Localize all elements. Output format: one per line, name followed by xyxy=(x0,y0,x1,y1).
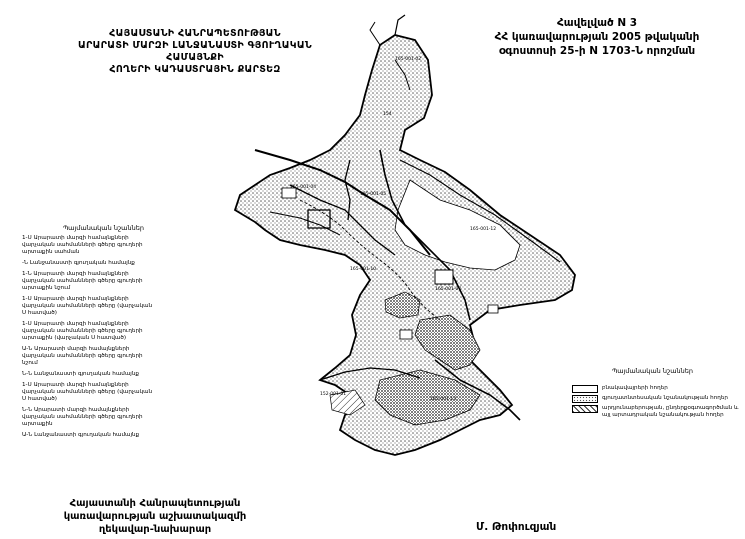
legend-item: Ա-Ն Արարատի մարզի համայնքների վարչական սահմանների գծերը գյուղերի նշում xyxy=(22,346,143,366)
annex-line: օգոստոսի 25-ի N 1703-Ն որոշման xyxy=(498,45,696,57)
land-plot xyxy=(400,330,412,339)
legend-item: -Ն Լանջանաստի գյուղական համայնք xyxy=(22,260,135,266)
map-label: 165-001-12 xyxy=(470,227,497,232)
legend-heading: Պայմանական նշաններ xyxy=(612,367,694,375)
map-label: 165-001-07 xyxy=(435,287,462,292)
map-label: 165-001-04 xyxy=(290,185,317,190)
legend-item: Ա-Ն Լանջանաստի գյուղական համայնք xyxy=(22,432,140,438)
legend-row xyxy=(572,395,745,403)
legend-item: 1-Ս Արարատի մարզի համայնքների վարչական սահմանների գծերը գյուղերի արտաքին (վարչական Ս հատված) xyxy=(22,321,143,341)
swatch-settlement xyxy=(572,385,598,393)
legend-item: 1-Ս Արարատի մարզի համայնքների վարչական սահմանների գծերը (վարչական Ս հատված) xyxy=(22,382,153,402)
legend-item: արդյունաբերության, ընդերքօգտագործման և այլ արտադրական նշանակության հողեր xyxy=(602,405,739,418)
land-plot xyxy=(488,305,498,313)
land-plot xyxy=(435,270,453,284)
legend-item: 1-Ս Արարատի մարզի համայնքների վարչական սահմանների գծերը գյուղերի արտաքին սահման xyxy=(22,235,143,255)
annex-line: Հավելված N 3 xyxy=(556,17,638,29)
title-line: ՀՈՂԵՐԻ ԿԱԴԱՍՏՐԱՅԻՆ ՔԱՐՏԵԶ xyxy=(109,64,281,75)
boundary-line xyxy=(395,15,405,35)
title-line: ԱՐԱՐԱՏԻ ՄԱՐԶԻ ԼԱՆՋԱՆԱՍՏԻ ԳՅՈՒՂԱԿԱՆ ՀԱՄԱՅՆՔԻ xyxy=(78,40,312,63)
legend-item: գյուղատնտեսական նշանակության հողեր xyxy=(602,395,728,401)
swatch-agricultural xyxy=(572,395,598,403)
footer-line: կառավարության աշխատակազմի xyxy=(63,511,247,522)
annex-reference xyxy=(492,16,702,58)
map-label: 154 xyxy=(383,112,392,117)
map-label: 165-001-10 xyxy=(350,267,377,272)
footer-line: Հայաստանի Հանրապետության xyxy=(69,498,241,509)
legend-boundaries xyxy=(22,225,157,443)
legend-item: Ն-Ն Լանջանաստի գյուղական համայնք xyxy=(22,371,139,377)
map-label: 165-001-02 xyxy=(395,57,422,62)
signatory-name: Մ. Թոփուզյան xyxy=(476,521,557,533)
swatch-industrial xyxy=(572,405,598,413)
legend-heading: Պայմանական նշաններ xyxy=(62,224,144,232)
map-label: 165-001-13 xyxy=(430,397,457,402)
map-title xyxy=(60,28,330,76)
signatory-title xyxy=(60,497,250,536)
legend-land-use xyxy=(572,368,745,421)
boundary-line xyxy=(370,22,380,45)
map-label: 165-001-05 xyxy=(360,192,387,197)
legend-row xyxy=(572,405,745,419)
map-label: 152-001-01 xyxy=(320,392,347,397)
annex-line: ՀՀ կառավարության 2005 թվականի xyxy=(494,31,700,43)
legend-item: 1-Ս Արարատի մարզի համայնքների վարչական սահմանների գծերը (վարչական Ս հատված) xyxy=(22,296,153,316)
title-line: ՀԱՅԱՍՏԱՆԻ ՀԱՆՐԱՊԵՏՈՒԹՅԱՆ xyxy=(109,28,281,39)
legend-item: 1-Ն Արարատի մարզի համայնքների վարչական սահմանների գծերը գյուղերի արտաքին նշում xyxy=(22,271,143,291)
footer-line: ղեկավար-նախարար xyxy=(98,524,212,535)
legend-item: Ն-Ն Արարատի մարզի համայնքների վարչական սահմանների գծերը գյուղերի արտաքին xyxy=(22,407,143,427)
legend-item: բնակավայրերի հողեր xyxy=(602,385,668,391)
legend-row xyxy=(572,385,745,393)
